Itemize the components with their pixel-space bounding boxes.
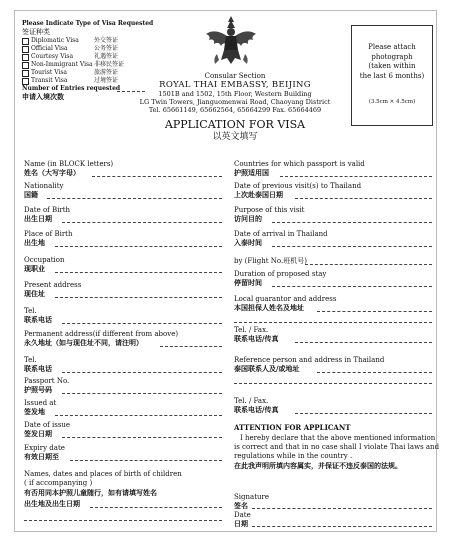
visa-type-label: Non-Immigrant Visa: [31, 61, 93, 68]
field-input-line[interactable]: [305, 264, 432, 265]
field-label-cn: 访问目的: [234, 213, 262, 223]
field-label: Tel.: [24, 307, 37, 315]
field-label-cn: 出生地: [24, 237, 45, 247]
visa-type-label-cn: 公务签证: [94, 45, 119, 52]
field-label-cn: 泰国联系人及/或地址: [234, 363, 300, 373]
field-input-line[interactable]: [272, 246, 432, 247]
form-field: [234, 160, 434, 182]
field-input-line[interactable]: [317, 311, 432, 312]
field-label-cn: 入泰时间: [234, 237, 262, 247]
field-label: Local guarantor and address: [234, 295, 337, 303]
form-field: [234, 206, 434, 228]
attention-title: ATTENTION FOR APPLICANT: [234, 423, 351, 432]
checkbox[interactable]: [22, 46, 29, 53]
signature-label-cn: 签名: [234, 501, 248, 510]
entries-label-cn: 申请入境次数: [22, 92, 64, 101]
field-input-line[interactable]: [62, 323, 222, 324]
form-field: [24, 356, 224, 378]
signature-line[interactable]: [252, 508, 432, 509]
field-input-line[interactable]: [295, 413, 433, 414]
field-label: Place of Birth: [24, 230, 73, 238]
field-label-cn: 永久地址（如与现住址不同，请注明）: [24, 337, 143, 347]
date-label: Date: [234, 511, 251, 519]
form-field: [234, 295, 434, 317]
field-label-cn: 签发地: [24, 406, 45, 416]
field-label: Present address: [24, 281, 82, 289]
visa-type-label: Courtesy Visa: [31, 53, 74, 60]
form-field: [24, 256, 224, 278]
field-input-line[interactable]: [272, 222, 432, 223]
children-label-cn-2: 出生地及出生日期: [24, 499, 80, 508]
field-label: Date of Birth: [24, 206, 71, 214]
field-label-cn: 签发日期: [24, 428, 52, 438]
field-label: by (Flight No.班机号): [234, 257, 307, 265]
field-input-line[interactable]: [160, 346, 223, 347]
checkbox[interactable]: [22, 70, 29, 77]
field-label-cn: 现住址: [24, 288, 45, 298]
form-field: [24, 206, 224, 228]
date-label-cn: 日期: [234, 519, 248, 528]
visa-type-label: Tourist Visa: [31, 69, 67, 76]
photo-instructions: [352, 43, 432, 81]
field-label-cn: 护照号码: [24, 384, 52, 394]
form-field: [24, 307, 224, 329]
field-label-cn: 护照适用国: [234, 167, 269, 177]
declaration-line-2: is correct and that in no case shall I violate Thai laws and: [234, 443, 440, 451]
garuda-emblem-icon: [203, 14, 259, 68]
field-label-cn: 停留时间: [234, 277, 262, 287]
form-field: [24, 230, 224, 252]
field-input-line[interactable]: [295, 198, 433, 199]
signature-label: Signature: [234, 493, 270, 501]
checkbox[interactable]: [22, 54, 29, 61]
photo-box[interactable]: [351, 25, 433, 126]
photo-instruction-line: the last 6 months): [359, 71, 425, 80]
visa-type-label-cn: 非移民签证: [94, 61, 125, 68]
children-label: Names, dates and places of birth of children: [24, 470, 182, 478]
form-field: [234, 397, 434, 419]
field-input-line[interactable]: [70, 460, 223, 461]
photo-instruction-line: photograph: [371, 52, 413, 61]
embassy-name: ROYAL THAI EMBASSY, BEIJING: [159, 80, 311, 90]
consular-section: Consular Section: [204, 72, 266, 80]
field-label: Passport No.: [24, 377, 70, 385]
field-label-cn: 本国担保人姓名及地址: [234, 302, 304, 312]
field-input-line[interactable]: [317, 372, 432, 373]
field-label: Occupation: [24, 256, 65, 264]
field-label: Issued at: [24, 399, 57, 407]
field-label-cn: 联系电话: [24, 314, 52, 324]
field-label: Tel. / Fax.: [234, 397, 269, 405]
visa-type-option[interactable]: [22, 37, 142, 45]
field-label: Purpose of this visit: [234, 206, 305, 214]
field-label-cn: 国籍: [24, 189, 38, 199]
field-input-line[interactable]: [55, 272, 223, 273]
date-line[interactable]: [252, 526, 432, 527]
field-input-line[interactable]: [62, 372, 222, 373]
visa-type-label-cn: 礼遇签证: [94, 53, 119, 60]
field-label-cn: 现职业: [24, 263, 45, 273]
field-input-line[interactable]: [55, 246, 223, 247]
form-field: [24, 421, 224, 443]
visa-type-label-cn: 过境签证: [94, 77, 119, 84]
children-line-1[interactable]: [90, 507, 222, 508]
field-label: Tel.: [24, 356, 37, 364]
visa-type-option[interactable]: [22, 45, 142, 53]
field-input-line[interactable]: [62, 222, 222, 223]
visa-type-label: Transit Visa: [31, 77, 68, 84]
form-field: [24, 377, 224, 399]
photo-instruction-line: Please attach: [368, 43, 416, 51]
checkbox[interactable]: [22, 38, 29, 45]
visa-type-label-cn: 旅游签证: [94, 69, 119, 76]
application-title: APPLICATION FOR VISA: [164, 118, 306, 131]
checkbox[interactable]: [22, 78, 29, 85]
form-field: [234, 270, 434, 292]
address-line-3: Tel. 65661149, 65662564, 65664299 Fax. 65664469: [148, 106, 322, 114]
field-input-line[interactable]: [62, 437, 222, 438]
form-field: [234, 356, 434, 378]
field-input-line[interactable]: [47, 198, 222, 199]
field-label-cn: 有效日期至: [24, 451, 59, 461]
field-label: Nationality: [24, 182, 64, 190]
field-label-cn: 姓名（大写字母）: [24, 167, 80, 177]
declaration-line-3: regulations while in the country .: [234, 452, 353, 460]
children-label-cn: 有否用同本护照儿童随行，如有请填写姓名: [24, 488, 157, 497]
form-field: [234, 182, 434, 204]
field-label-cn: 上次赴泰国日期: [234, 189, 283, 199]
children-line-2[interactable]: [24, 520, 222, 521]
field-input-line-extra[interactable]: [234, 383, 432, 384]
visa-type-label: Official Visa: [31, 45, 68, 52]
application-title-cn: 以英文填写: [212, 132, 258, 142]
field-label-cn: 联系电话/传真: [234, 333, 279, 343]
field-label: Date of issue: [24, 421, 71, 429]
field-label: Permanent address(if different from above): [24, 330, 179, 338]
entries-label: Number of Entries requested: [22, 85, 121, 92]
field-input-line[interactable]: [92, 176, 222, 177]
visa-type-option[interactable]: [22, 53, 142, 61]
address-line-1: 1501B and 1502, 15th Floor, Western Building: [158, 90, 312, 98]
form-field: [24, 182, 224, 204]
checkbox[interactable]: [22, 62, 29, 69]
field-label-cn: 联系电话/传真: [234, 404, 279, 414]
children-label-2: ( if accompanying ): [24, 479, 93, 487]
field-label: Reference person and address in Thailand: [234, 356, 385, 364]
visa-type-title-cn: 签证种类: [22, 28, 50, 36]
field-label: Countries for which passport is valid: [234, 160, 365, 168]
field-label-cn: 出生日期: [24, 213, 52, 223]
form-field: [24, 281, 224, 303]
form-field: [24, 160, 224, 182]
photo-size: (3.5cm × 4.5cm): [368, 99, 416, 105]
visa-type-option[interactable]: [22, 69, 142, 77]
field-label: Duration of proposed stay: [234, 270, 327, 278]
field-label: Tel. / Fax.: [234, 326, 269, 334]
field-input-line[interactable]: [272, 286, 432, 287]
field-input-line[interactable]: [280, 176, 433, 177]
field-label: Name (in BLOCK letters): [24, 160, 114, 168]
field-label-cn: 联系电话: [24, 363, 52, 373]
field-label: Date of previous visit(s) to Thailand: [234, 182, 362, 190]
field-label: Date of arrival in Thailand: [234, 230, 328, 238]
declaration-line-cn: 在此我声明所填内容属实，并保证不违反泰国的法规。: [234, 461, 402, 470]
form-field: [234, 326, 434, 348]
form-field: [24, 399, 224, 421]
field-label: Expiry date: [24, 444, 65, 452]
form-field: [24, 330, 224, 352]
address-line-2: LG Twin Towers, Jianguomenwai Road, Chaoyang District: [139, 98, 331, 106]
form-field: [24, 444, 224, 466]
visa-type-title: Please Indicate Type of Visa Requested: [22, 20, 154, 27]
visa-type-option[interactable]: [22, 61, 142, 69]
visa-type-label: Diplomatic Visa: [31, 37, 79, 44]
declaration-line-1: I hereby declare that the above mentioned information: [240, 434, 436, 442]
field-input-line-extra[interactable]: [234, 322, 432, 323]
visa-type-label-cn: 外交签证: [94, 37, 119, 44]
field-input-line[interactable]: [62, 393, 222, 394]
field-input-line[interactable]: [55, 297, 223, 298]
field-input-line[interactable]: [55, 415, 223, 416]
field-input-line[interactable]: [295, 342, 433, 343]
form-field: [234, 230, 434, 252]
photo-instruction-line: (taken within: [368, 62, 416, 70]
